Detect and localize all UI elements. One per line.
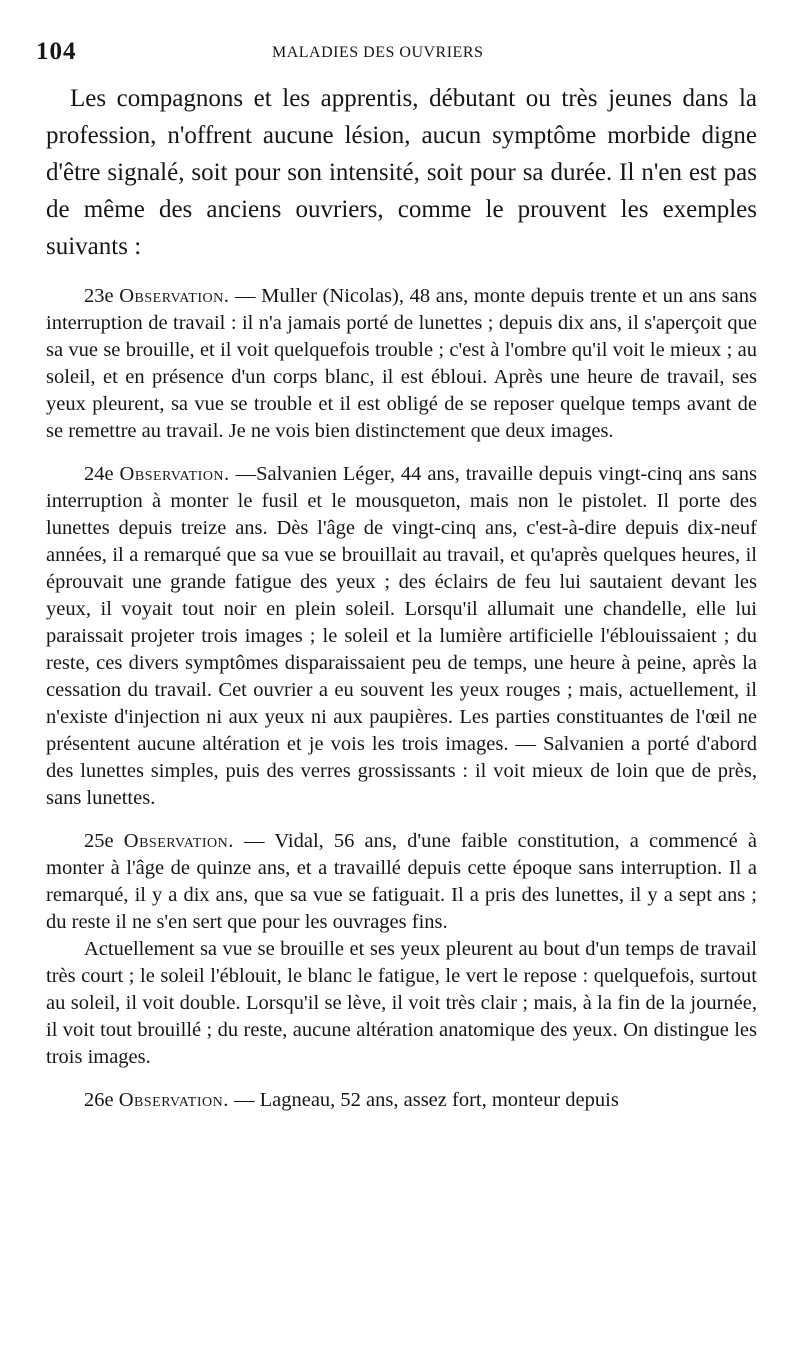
intro-text: Les compagnons et les apprentis, débutant ou très jeunes dans la profession, n'offrent aucune lésion, aucun symptôme morbide digne d'être signalé, soit pour son intensité, soit pour sa durée. Il n'en est pas de même des anciens ouvriers, comme le prouvent les exemples suivants : (46, 85, 757, 260)
observation-label: Observation. (123, 830, 234, 852)
observation-text: — Vidal, 56 ans, d'une faible constitution, a commencé à monter à l'âge de quinze ans, et a travaillé depuis cette époque sans interruption. Il a remarqué, il y a dix ans, que sa vue se fatiguait. Il a pris des lunettes, il y a sept ans ; du reste il ne s'en sert que pour les ouvrages fins. (46, 830, 758, 933)
intro-paragraph (46, 80, 757, 265)
observation-label: Observation. (118, 1089, 229, 1111)
observation-24 (46, 461, 757, 812)
observation-paragraph (46, 1087, 757, 1114)
observation-number: 25e (84, 830, 114, 852)
page-number: 104 (36, 38, 77, 65)
page-header (36, 40, 756, 66)
observation-25 (46, 828, 757, 1071)
observation-text: —Salvanien Léger, 44 ans, travaille depuis vingt-cinq ans sans interruption à monter le fusil et le mousqueton, mais non le pistolet. Il porte des lunettes depuis treize ans. Dès l'âge de vingt-cinq ans, c'est-à-dire depuis dix-neuf années, il a remarqué que sa vue se brouillait au travail, et qu'après quelques heures, il éprouvait une grande fatigue des yeux ; des éclairs de feu lui sautaient devant les yeux, il voyait tout noir en plein soleil. Lorsqu'il allumait une chandelle, elle lui paraissait projeter trois images ; le soleil et la lumière artificielle l'éblouissaient ; du reste, ces divers symptômes disparaissaient peu de temps, une heure à peine, après la cessation du travail. Cet ouvrier a eu souvent les yeux rouges ; mais, actuellement, il n'existe d'injection ni aux yeux ni aux paupières. Les parties constituantes de l'œil ne présentent aucune altération et je vois les trois images. — Salvanien a porté d'abord des lunettes simples, puis des verres grossissants : il voit mieux de loin que de près, sans lunettes. (46, 463, 758, 809)
running-title: MALADIES DES OUVRIERS (272, 44, 484, 61)
observation-paragraph (46, 461, 757, 812)
observation-text: — Muller (Nicolas), 48 ans, monte depuis trente et un ans sans interruption de travail : il n'a jamais porté de lunettes ; depuis dix ans, il s'aperçoit que sa vue se brouille, et il voit quelquefois trouble ; c'est à l'ombre qu'il voit le mieux ; au soleil, et en présence d'un corps blanc, il est ébloui. Après une heure de travail, ses yeux pleurent, sa vue se trouble et il est obligé de se reposer quelque temps avant de se remettre au travail. Je ne vois bien distinctement que deux images. (46, 285, 758, 442)
observation-label: Observation. (119, 285, 230, 307)
observation-number: 23e (84, 285, 114, 307)
observation-23 (46, 283, 757, 445)
observation-number: 24e (84, 463, 114, 485)
observation-number: 26e (84, 1089, 114, 1111)
observation-paragraph (46, 283, 757, 445)
observation-paragraph (46, 828, 757, 936)
page-body (46, 80, 757, 1114)
observation-continuation: Actuellement sa vue se brouille et ses yeux pleurent au bout d'un temps de travail très court ; le soleil l'éblouit, le blanc le fatigue, le vert le repose : quelquefois, surtout au soleil, il voit double. Lorsqu'il se lève, il voit très clair ; mais, à la fin de la journée, il voit tout brouillé ; du reste, aucune altération anatomique des yeux. On distingue les trois images. (46, 938, 757, 1068)
observation-text: — Lagneau, 52 ans, assez fort, monteur depuis (233, 1089, 619, 1111)
observation-label: Observation. (119, 463, 230, 485)
observation-26 (46, 1087, 757, 1114)
